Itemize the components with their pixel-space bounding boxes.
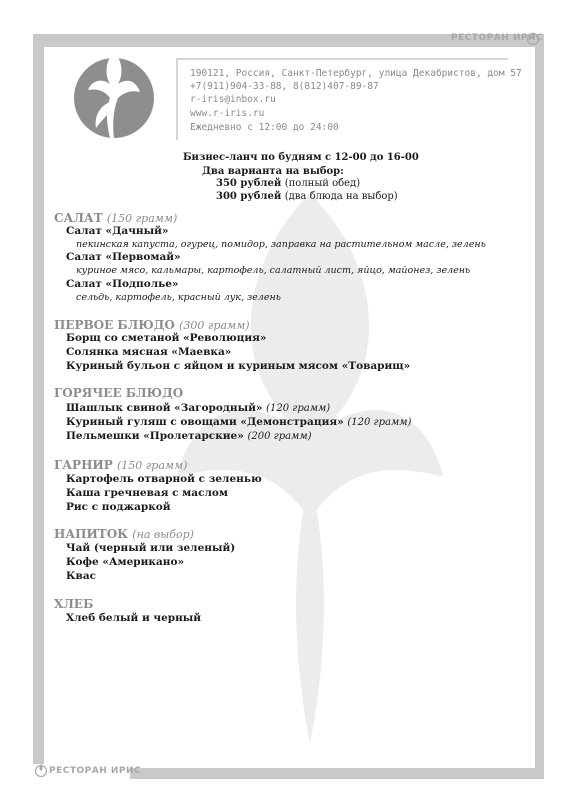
iris-watermark-icon bbox=[140, 160, 480, 760]
menu-item: Салат «Первомай» bbox=[66, 251, 181, 263]
menu-item: Картофель отварной с зеленью bbox=[66, 473, 262, 485]
category-title: САЛАТ bbox=[54, 211, 103, 225]
menu-item bbox=[66, 402, 330, 414]
category-weight: (150 грамм) bbox=[106, 212, 178, 225]
category-weight: (300 грамм) bbox=[179, 319, 250, 332]
category-garnish bbox=[54, 458, 187, 472]
lunch-option-2-price: 300 рублей bbox=[216, 191, 282, 202]
frame-left bbox=[33, 34, 44, 764]
lunch-option-2 bbox=[216, 191, 398, 202]
frame-bottom bbox=[130, 768, 544, 779]
menu-item: Кофе «Американо» bbox=[66, 556, 185, 568]
menu-item-name: Шашлык свиной «Загородный» bbox=[66, 402, 263, 414]
lunch-option-1-note: (полный обед) bbox=[284, 178, 361, 189]
brand-name-top: РЕСТОРАН ИРИС bbox=[451, 33, 544, 43]
category-weight: (на выбор) bbox=[132, 528, 194, 541]
menu-item bbox=[66, 416, 411, 428]
menu-item: Квас bbox=[66, 570, 97, 582]
lunch-option-1 bbox=[216, 178, 360, 189]
category-title: ГОРЯЧЕЕ БЛЮДО bbox=[54, 386, 184, 400]
brand-name-bottom: РЕСТОРАН ИРИС bbox=[49, 766, 142, 776]
contact-site[interactable]: www.r-iris.ru bbox=[190, 108, 265, 119]
frame-right bbox=[535, 34, 544, 779]
category-title: НАПИТОК bbox=[54, 527, 129, 541]
menu-item-name: Куриный гуляш с овощами «Демонстрация» bbox=[66, 416, 344, 428]
iris-brand-icon bbox=[35, 762, 47, 778]
menu-item-weight: (120 грамм) bbox=[266, 403, 331, 414]
category-title: ХЛЕБ bbox=[54, 597, 94, 611]
contact-phones: +7(911)904-33-88, 8(812)407-89-87 bbox=[190, 81, 379, 92]
menu-item: Салат «Дачный» bbox=[66, 225, 169, 237]
menu-item: Салат «Подполье» bbox=[66, 278, 179, 290]
menu-item: Хлеб белый и черный bbox=[66, 612, 202, 624]
lunch-title: Бизнес-ланч по будням с 12-00 до 16-00 bbox=[183, 152, 419, 163]
iris-logo-icon bbox=[70, 44, 158, 142]
menu-item bbox=[66, 430, 312, 442]
menu-item-name: Пельмешки «Пролетарские» bbox=[66, 430, 244, 442]
contact-hours: Ежедневно с 12:00 до 24:00 bbox=[190, 122, 339, 133]
category-salad bbox=[54, 211, 177, 225]
category-first-course bbox=[54, 318, 250, 332]
menu-item: Чай (черный или зеленый) bbox=[66, 542, 236, 554]
menu-item-description: куриное мясо, кальмары, картофель, салатный лист, яйцо, майонез, зелень bbox=[76, 265, 471, 276]
contact-address: 190121, Россия, Санкт-Петербург, улица Декабристов, дом 57 bbox=[190, 68, 522, 79]
menu-item: Солянка мясная «Маевка» bbox=[66, 346, 232, 358]
menu-item: Куриный бульон с яйцом и куриным мясом «Товарищ» bbox=[66, 360, 411, 372]
menu-item: Борщ со сметаной «Революция» bbox=[66, 332, 267, 344]
menu-item-weight: (120 грамм) bbox=[347, 417, 412, 428]
menu-item: Рис с поджаркой bbox=[66, 501, 171, 513]
lunch-option-1-price: 350 рублей bbox=[216, 178, 282, 189]
category-title: ПЕРВОЕ БЛЮДО bbox=[54, 318, 175, 332]
lunch-option-2-note: (два блюда на выбор) bbox=[284, 191, 398, 202]
menu-item: Каша гречневая с маслом bbox=[66, 487, 229, 499]
contact-email[interactable]: r-iris@inbox.ru bbox=[190, 94, 276, 105]
category-hot-dish bbox=[54, 386, 183, 400]
contact-box bbox=[176, 58, 522, 140]
menu-item-description: сельдь, картофель, красный лук, зелень bbox=[76, 292, 281, 303]
menu-item-description: пекинская капуста, огурец, помидор, заправка на растительном масле, зелень bbox=[76, 239, 486, 250]
lunch-options-title: Два варианта на выбор: bbox=[202, 166, 344, 177]
category-drink bbox=[54, 527, 194, 541]
menu-item-weight: (200 грамм) bbox=[247, 431, 312, 442]
category-title: ГАРНИР bbox=[54, 458, 113, 472]
category-weight: (150 грамм) bbox=[116, 459, 188, 472]
category-bread bbox=[54, 597, 93, 611]
